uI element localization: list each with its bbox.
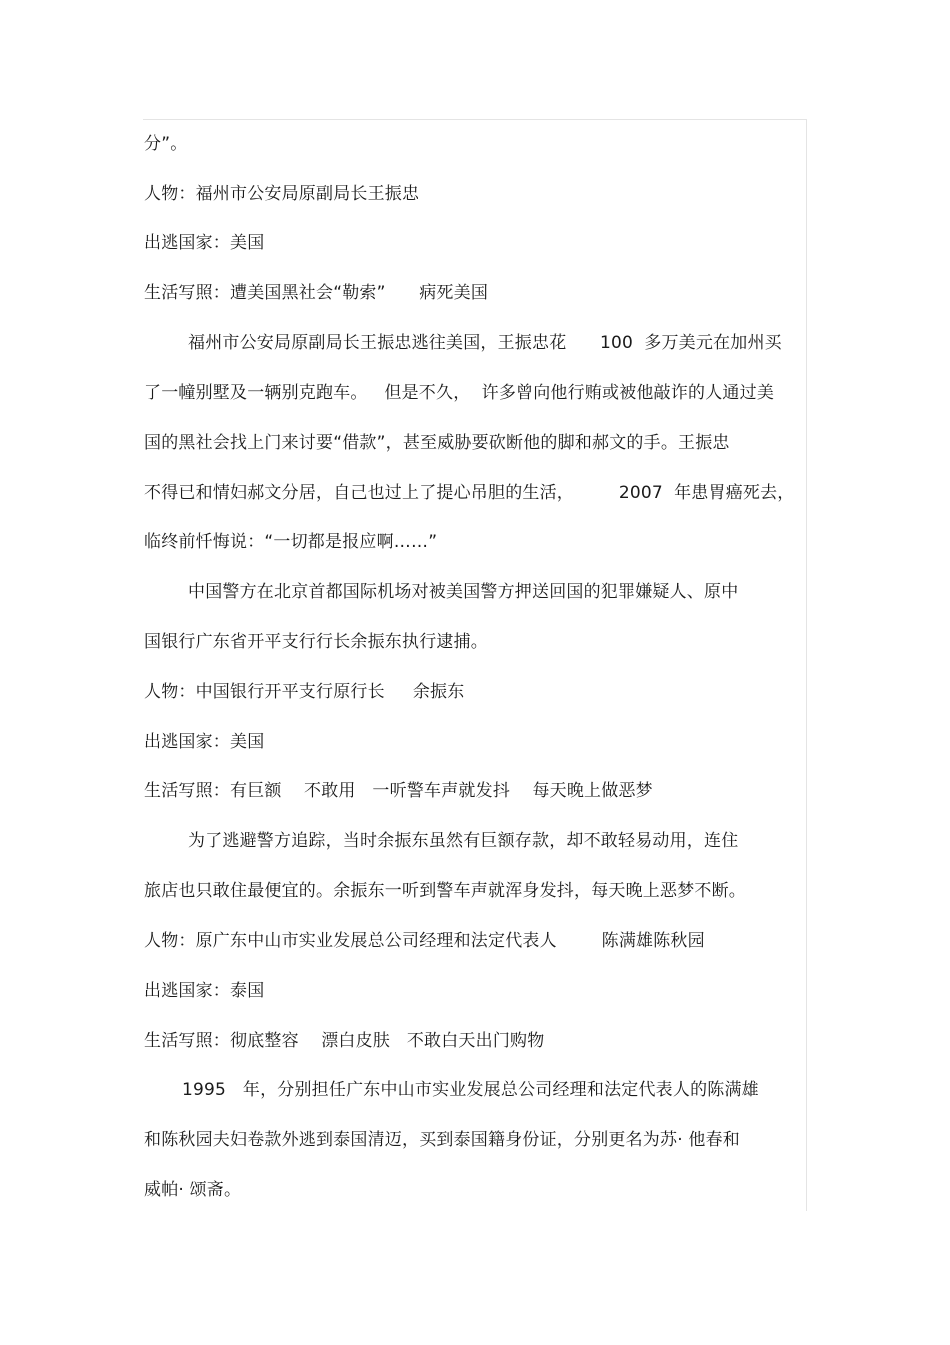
- text-line: 为了逃避警方追踪，当时余振东虽然有巨额存款，却不敢轻易动用，连住: [188, 831, 739, 851]
- text-line: 出逃国家：美国: [144, 732, 265, 752]
- text-line: 生活写照：遭美国黑社会“勒索” 病死美国: [144, 283, 489, 303]
- text-line: 国的黑社会找上门来讨要“借款”，甚至威胁要砍断他的脚和郝文的手。王振忠: [144, 433, 730, 453]
- text-line: 旅店也只敢住最便宜的。余振东一听到警车声就浑身发抖，每天晚上恶梦不断。: [144, 881, 746, 901]
- text-line: 生活写照：彻底整容 漂白皮肤 不敢白天出门购物: [144, 1031, 545, 1051]
- text-line: 1995 年，分别担任广东中山市实业发展总公司经理和法定代表人的陈满雄: [182, 1080, 759, 1100]
- text-line: 和陈秋园夫妇卷款外逃到泰国清迈，买到泰国籍身份证，分别更名为苏· 他春和: [144, 1130, 741, 1150]
- text-line: 了一幢别墅及一辆别克跑车。 但是不久， 许多曾向他行贿或被他敲诈的人通过美: [144, 383, 775, 403]
- text-line: 中国警方在北京首都国际机场对被美国警方押送回国的犯罪嫌疑人、原中: [188, 582, 739, 602]
- text-line: 国银行广东省开平支行行长余振东执行逮捕。: [144, 632, 488, 652]
- text-line: 不得已和情妇郝文分居，自己也过上了提心吊胆的生活， 2007 年患胃癌死去，: [144, 483, 795, 503]
- text-line: 分”。: [144, 134, 188, 154]
- text-line: 出逃国家：美国: [144, 233, 265, 253]
- text-line: 威帕· 颂斋。: [144, 1180, 242, 1200]
- text-line: 临终前忏悔说：“一切都是报应啊……”: [144, 532, 438, 552]
- text-line: 福州市公安局原副局长王振忠逃往美国，王振忠花 100 多万美元在加州买: [188, 333, 782, 353]
- text-line: 人物：福州市公安局原副局长王振忠: [144, 184, 420, 204]
- text-line: 生活写照：有巨额 不敢用 一听警车声就发抖 每天晚上做恶梦: [144, 781, 653, 801]
- text-line: 出逃国家：泰国: [144, 981, 265, 1001]
- text-line: 人物：中国银行开平支行原行长 余振东: [144, 682, 465, 702]
- text-line: 人物：原广东中山市实业发展总公司经理和法定代表人 陈满雄陈秋园: [144, 931, 705, 951]
